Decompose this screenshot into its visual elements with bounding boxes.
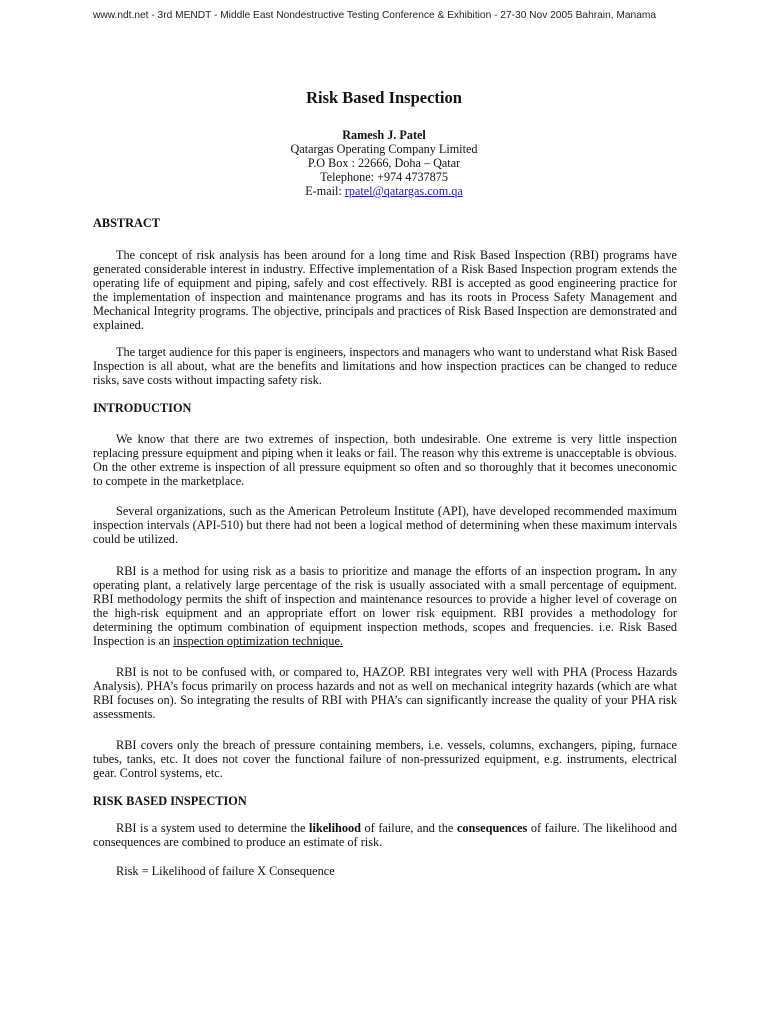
rbi-heading: RISK BASED INSPECTION [93, 794, 247, 808]
author-block [0, 128, 768, 198]
email-label: E-mail: [305, 184, 345, 198]
introduction-paragraph-5: RBI covers only the breach of pressure containing members, i.e. vessels, columns, exchangers, piping, furnace tubes, tanks, etc. It does not cover the functional failure of non-pressurized equipment, e.g. instruments, electrical gear. Control systems, etc. [93, 738, 677, 781]
conference-header: www.ndt.net - 3rd MENDT - Middle East Nondestructive Testing Conference & Exhibition - 27-30 Nov 2005 Bahrain, Manama [93, 10, 657, 21]
paper-title: Risk Based Inspection [306, 88, 462, 107]
introduction-heading: INTRODUCTION [93, 401, 192, 415]
risk-formula: Risk = Likelihood of failure X Consequence [116, 864, 335, 878]
author-telephone: Telephone: +974 4737875 [320, 170, 448, 184]
author-address: P.O Box : 22666, Doha – Qatar [307, 156, 461, 170]
rbi-paragraph-1 [93, 821, 677, 849]
introduction-paragraph-2: Several organizations, such as the American Petroleum Institute (API), have developed recommended maximum inspection intervals (API-510) but there had not been a logical method of determining when these maximum intervals could be utilized. [93, 504, 677, 547]
para3-text-b: In any operating plant, a relatively large percentage of the risk is usually associated with a small percentage of equipment. RBI methodology permits the shift of inspection and maintenance resources to provide a higher level of coverage on the high-risk equipment and an appropriate effort on lower risk equipment. RBI provides a methodology for determining the optimum combination of equipment inspection methods, scopes and frequencies. i.e. Risk Based Inspection is an [93, 564, 677, 649]
author-email-line [0, 184, 768, 198]
rbi-text-d: of failure. The likelihood and consequences are combined to produce an estimate of risk. [93, 821, 677, 850]
rbi-bold-likelihood: likelihood [309, 821, 361, 835]
abstract-paragraph-2: The target audience for this paper is engineers, inspectors and managers who want to understand what Risk Based Inspection is all about, what are the benefits and limitations and how inspection practices can be changed to reduce risks, save costs without impacting safety risk. [93, 345, 677, 388]
para3-text-a: RBI is a method for using risk as a basis to prioritize and manage the efforts of an inspection program [116, 564, 638, 578]
para3-bold-period: . [637, 564, 641, 578]
rbi-text-c: of failure, and the [360, 821, 457, 835]
para3-underlined: inspection optimization technique. [173, 634, 343, 649]
rbi-bold-consequences: consequences [456, 821, 528, 835]
introduction-paragraph-3 [93, 564, 677, 649]
introduction-paragraph-4: RBI is not to be confused with, or compared to, HAZOP. RBI integrates very well with PHA (Process Hazards Analysis). PHA’s focus primarily on process hazards and not as well on mechanical integrity hazards (which are what RBI focuses on). So integrating the results of RBI with PHA’s can significantly increase the quality of your PHA risk assessments. [93, 665, 677, 722]
abstract-paragraph-1: The concept of risk analysis has been around for a long time and Risk Based Inspection (RBI) programs have generated considerable interest in industry. Effective implementation of a Risk Based Inspection program extends the operating life of equipment and piping, safely and cost effectively. RBI is accepted as good engineering practice for the implementation of inspection and maintenance programs and has its roots in Process Safety Management and Mechanical Integrity programs. The objective, principals and practices of Risk Based Inspection are demonstrated and explained. [93, 248, 677, 333]
rbi-text-a: RBI is a system used to determine the [116, 821, 310, 835]
email-link[interactable]: rpatel@qatargas.com.qa [344, 184, 463, 198]
author-name: Ramesh J. Patel [342, 128, 426, 142]
introduction-paragraph-1: We know that there are two extremes of inspection, both undesirable. One extreme is very little inspection replacing pressure equipment and piping when it leaks or fail. The reason why this extreme is unacceptable is obvious. On the other extreme is inspection of all pressure equipment so often and so thoroughly that it becomes uneconomic to compete in the marketplace. [93, 432, 677, 489]
author-company: Qatargas Operating Company Limited [290, 142, 478, 156]
abstract-heading: ABSTRACT [93, 216, 160, 230]
